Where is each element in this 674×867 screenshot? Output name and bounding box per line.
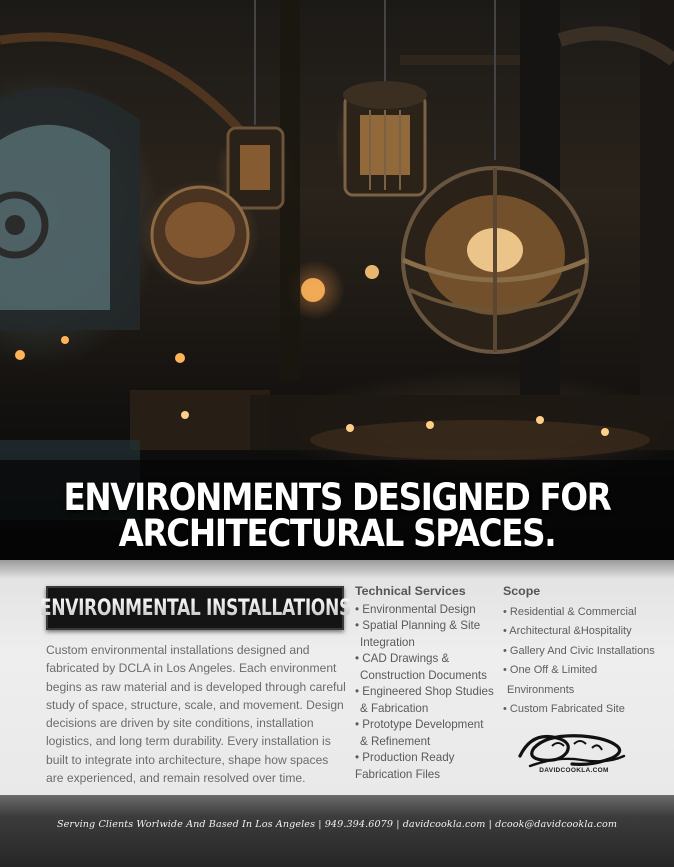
- list-item: • Production Ready: [355, 751, 455, 764]
- list-item: • Engineered Shop Studies: [355, 685, 494, 698]
- list-item: & Fabrication: [360, 701, 429, 715]
- list-item: • Architectural &Hospitality: [503, 625, 632, 637]
- technical-services-heading: Technical Services: [355, 584, 466, 598]
- list-item: & Refinement: [360, 734, 431, 748]
- list-item: • Prototype Development: [355, 718, 484, 731]
- scope-column: [503, 583, 663, 721]
- list-item: Construction Documents: [360, 668, 487, 682]
- lantern-small: [228, 128, 283, 208]
- list-item: • Spatial Planning & Site: [355, 619, 481, 632]
- list-item: Fabrication Files: [355, 767, 441, 781]
- list-item: • CAD Drawings &: [355, 652, 450, 665]
- headline-line-1: ENVIRONMENTS DESIGNED FOR: [63, 476, 611, 519]
- globe-lamp: [152, 187, 248, 283]
- scope-heading: Scope: [503, 584, 541, 598]
- technical-services-list: [355, 602, 500, 784]
- lantern-large: [403, 168, 587, 352]
- section-title: ENVIRONMENTAL INSTALLATIONS: [39, 595, 351, 621]
- list-item: • Environmental Design: [355, 602, 476, 616]
- section-description: Custom environmental installations designed and fabricated by DCLA in Los Angeles. Each environment begins as raw material and is developed through careful study of space, structure, scale, and movement. Design decisions are driven by site conditions, installation logistics, and long term durability. Every installation is built to integrate into architecture, shape how spaces are experienced, and remain resolved over time.: [46, 643, 346, 786]
- technical-services-column: [355, 583, 500, 783]
- footer-contact: Serving Clients Worlwide And Based In Los Angeles | 949.394.6079 | davidcookla.com | dcook@davidcookla.com: [56, 819, 618, 830]
- list-item: • Residential & Commercial: [503, 605, 637, 618]
- logo-url: DAVIDCOOKLA.COM: [539, 767, 609, 774]
- footer-bar: [0, 795, 674, 867]
- hero-headline: [40, 476, 633, 555]
- section-title-box: [39, 586, 351, 630]
- lantern-cage: [343, 81, 427, 195]
- scope-list: [503, 604, 663, 718]
- headline-line-2: ARCHITECTURAL SPACES.: [118, 512, 556, 555]
- list-item: • Custom Fabricated Site: [503, 703, 625, 715]
- list-item: • Gallery And Civic Installations: [503, 644, 655, 657]
- list-item: Environments: [507, 683, 575, 696]
- list-item: • One Off & Limited: [503, 664, 598, 676]
- list-item: Integration: [360, 635, 415, 649]
